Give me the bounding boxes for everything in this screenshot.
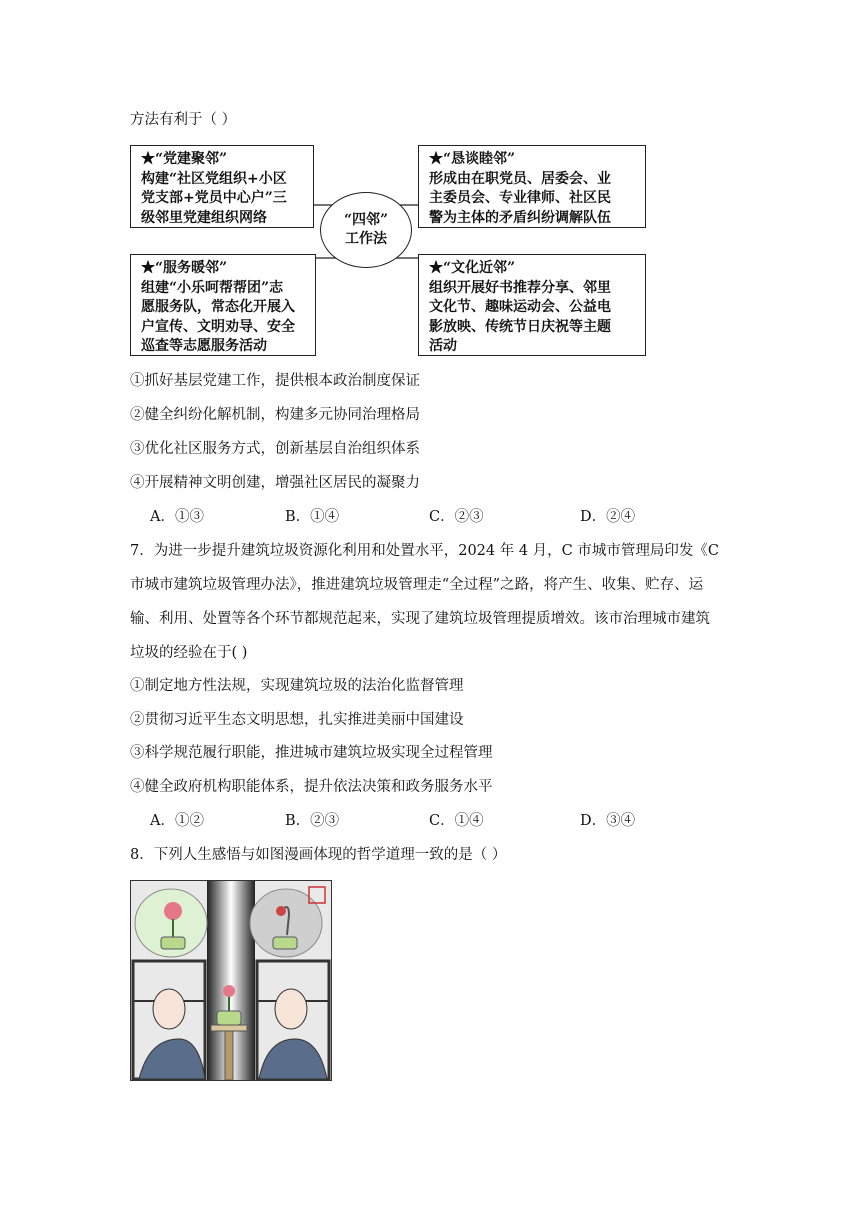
box-title: ★“服务暖邻” (141, 260, 228, 276)
box-title: ★“党建聚邻” (141, 151, 228, 167)
box-party-building (130, 145, 314, 228)
center-label-2: 工作法 (345, 231, 387, 247)
q7-option-2: ②贯彻习近平生态文明思想，扎实推进美丽中国建设 (130, 712, 464, 728)
box-text: 形成由在职党员、居委会、业 (429, 170, 611, 187)
box-text: 级邻里党建组织网络 (141, 209, 267, 226)
q7-stem-line-3: 输、利用、处置等各个环节都规范起来，实现了建筑垃圾管理提质增效。该市治理城市建筑 (130, 611, 710, 627)
box-text: 组织开展好书推荐分享、邻里 (429, 279, 611, 296)
q6-choice-d[interactable]: D．②④ (580, 509, 636, 525)
center-label-1: “四邻” (343, 212, 389, 228)
q6-option-2: ②健全纠纷化解机制，构建多元协同治理格局 (130, 407, 420, 423)
box-text: 巡查等志愿服务活动 (141, 338, 267, 354)
q6-stem: 方法有利于（ ） (130, 112, 237, 128)
box-text: 警为主体的矛盾纠纷调解队伍 (429, 209, 611, 226)
box-service (130, 254, 316, 356)
box-text: 影放映、传统节日庆祝等主题 (429, 318, 611, 335)
box-text: 组建“小乐呵帮帮团”志 (141, 279, 284, 296)
q6-option-4: ④开展精神文明创建，增强社区居民的凝聚力 (130, 475, 420, 491)
box-title: ★“文化近邻” (429, 260, 516, 276)
box-text: 主委员会、专业律师、社区民 (429, 190, 611, 206)
q7-stem-line-1: 7．为进一步提升建筑垃圾资源化利用和处置水平，2024 年 4 月，C 市城市管理局印发《C (130, 543, 719, 559)
box-text: 活动 (429, 338, 457, 354)
q7-choice-a[interactable]: A．①② (150, 813, 204, 829)
box-text: 构建“社区党组织+小区 (141, 170, 287, 187)
diagram-center-oval (320, 192, 412, 268)
q7-choice-b[interactable]: B．②③ (285, 813, 340, 829)
box-title: ★“恳谈睦邻” (429, 151, 516, 167)
q7-option-4: ④健全政府机构职能体系，提升依法决策和政务服务水平 (130, 779, 493, 795)
q6-choice-b[interactable]: B．①④ (285, 509, 340, 525)
box-dialogue (418, 145, 646, 228)
q7-option-1: ①制定地方性法规，实现建筑垃圾的法治化监督管理 (130, 678, 464, 694)
q7-stem-line-2: 市城市建筑垃圾管理办法》，推进建筑垃圾管理走“全过程”之路，将产生、收集、贮存、运 (130, 577, 704, 593)
q7-stem-line-4: 垃圾的经验在于( ) (130, 645, 248, 661)
q7-choice-c[interactable]: C．①④ (429, 813, 484, 829)
q6-choice-a[interactable]: A．①③ (150, 509, 204, 525)
q6-choice-c[interactable]: C．②③ (429, 509, 484, 525)
q7-choice-d[interactable]: D．③④ (580, 813, 636, 829)
cartoon-illustration (130, 880, 332, 1081)
cartoon-drawing (131, 881, 331, 1080)
q6-option-1: ①抓好基层党建工作，提供根本政治制度保证 (130, 373, 420, 389)
box-text: 愿服务队，常态化开展入 (141, 299, 295, 315)
q7-option-3: ③科学规范履行职能，推进城市建筑垃圾实现全过程管理 (130, 745, 493, 761)
box-text: 文化节、趣味运动会、公益电 (429, 299, 611, 315)
q8-stem: 8．下列人生感悟与如图漫画体现的哲学道理一致的是（ ） (130, 847, 507, 863)
q6-option-3: ③优化社区服务方式，创新基层自治组织体系 (130, 441, 420, 457)
box-culture (418, 254, 646, 356)
box-text: 党支部+党员中心户”三 (141, 190, 287, 206)
box-text: 户宣传、文明劝导、安全 (141, 318, 295, 335)
